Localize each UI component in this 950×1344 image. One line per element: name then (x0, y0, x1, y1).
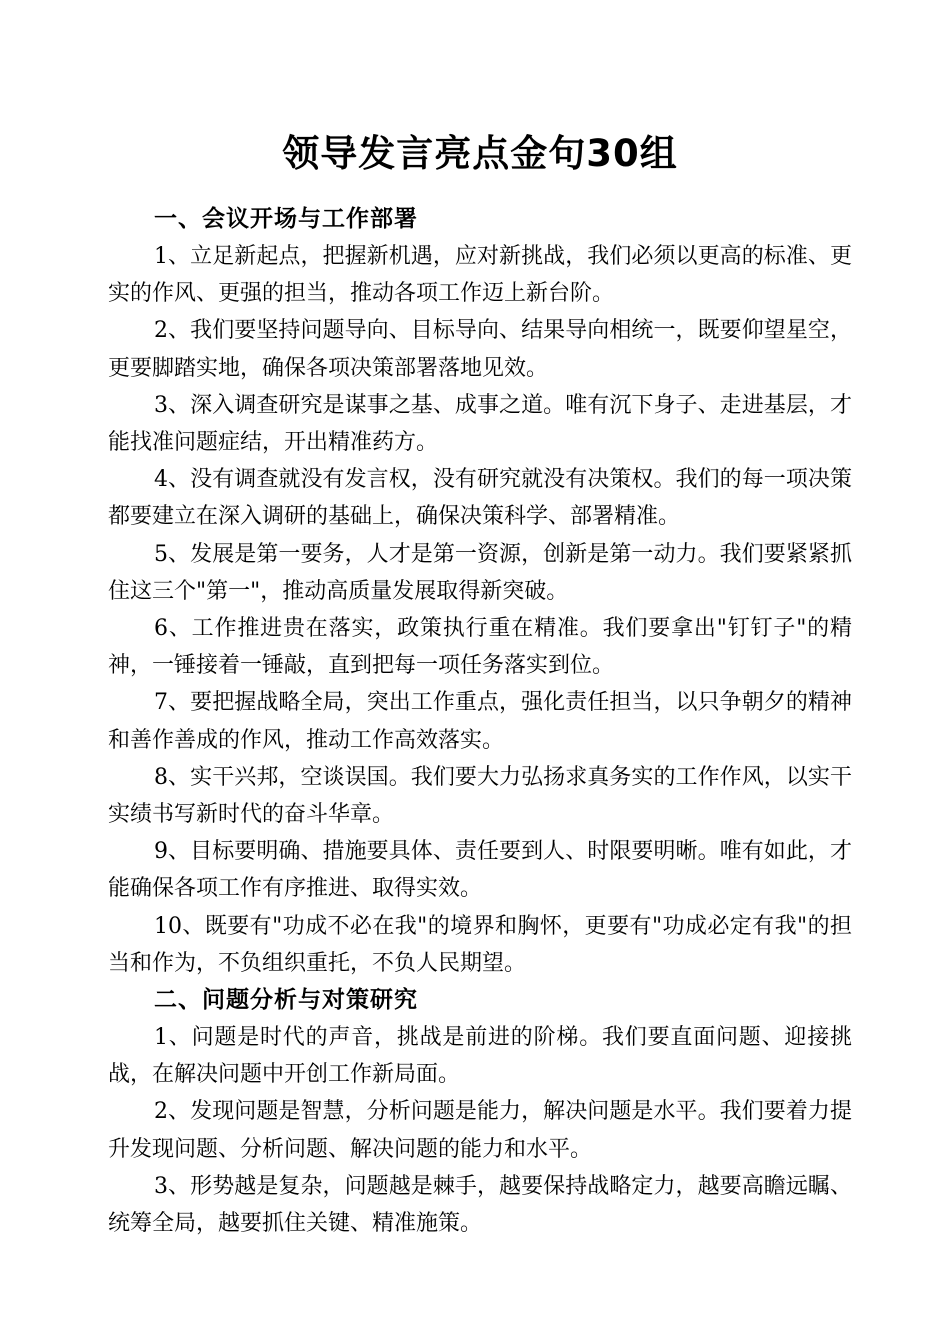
document-page (108, 125, 852, 1242)
paragraph: 10、既要有"功成不必在我"的境界和胸怀，更要有"功成必定有我"的担当和作为，不负组织重托，不负人民期望。 (108, 913, 852, 976)
paragraph: 4、没有调查就没有发言权，没有研究就没有决策权。我们的每一项决策都要建立在深入调研的基础上，确保决策科学、部署精准。 (108, 467, 852, 530)
section-heading-2: 二、问题分析与对策研究 (154, 987, 418, 1014)
paragraph: 2、发现问题是智慧，分析问题是能力，解决问题是水平。我们要着力提升发现问题、分析问题、解决问题的能力和水平。 (108, 1099, 852, 1162)
paragraph: 9、目标要明确、措施要具体、责任要到人、时限要明晰。唯有如此，才能确保各项工作有序推进、取得实效。 (108, 839, 852, 902)
paragraph: 5、发展是第一要务，人才是第一资源，创新是第一动力。我们要紧紧抓住这三个"第一"，推动高质量发展取得新突破。 (108, 541, 852, 604)
section-heading-1: 一、会议开场与工作部署 (154, 206, 418, 232)
document-title: 领导发言亮点金句30组 (282, 132, 678, 175)
paragraph: 7、要把握战略全局，突出工作重点，强化责任担当，以只争朝夕的精神和善作善成的作风，推动工作高效落实。 (108, 690, 852, 753)
paragraph: 6、工作推进贵在落实，政策执行重在精准。我们要拿出"钉钉子"的精神，一锤接着一锤敲，直到把每一项任务落实到位。 (108, 616, 852, 679)
paragraph: 3、深入调查研究是谋事之基、成事之道。唯有沉下身子、走进基层，才能找准问题症结，开出精准药方。 (108, 392, 852, 456)
paragraph: 3、形势越是复杂，问题越是棘手，越要保持战略定力，越要高瞻远瞩、统筹全局，越要抓住关键、精准施策。 (108, 1173, 852, 1237)
paragraph: 1、问题是时代的声音，挑战是前进的阶梯。我们要直面问题、迎接挑战，在解决问题中开创工作新局面。 (108, 1025, 852, 1088)
paragraph: 1、立足新起点，把握新机遇，应对新挑战，我们必须以更高的标准、更实的作风、更强的担当，推动各项工作迈上新台阶。 (108, 244, 852, 307)
paragraph: 2、我们要坚持问题导向、目标导向、结果导向相统一，既要仰望星空，更要脚踏实地，确保各项决策部署落地见效。 (108, 318, 852, 381)
paragraph: 8、实干兴邦，空谈误国。我们要大力弘扬求真务实的工作作风，以实干实绩书写新时代的奋斗华章。 (108, 764, 852, 828)
